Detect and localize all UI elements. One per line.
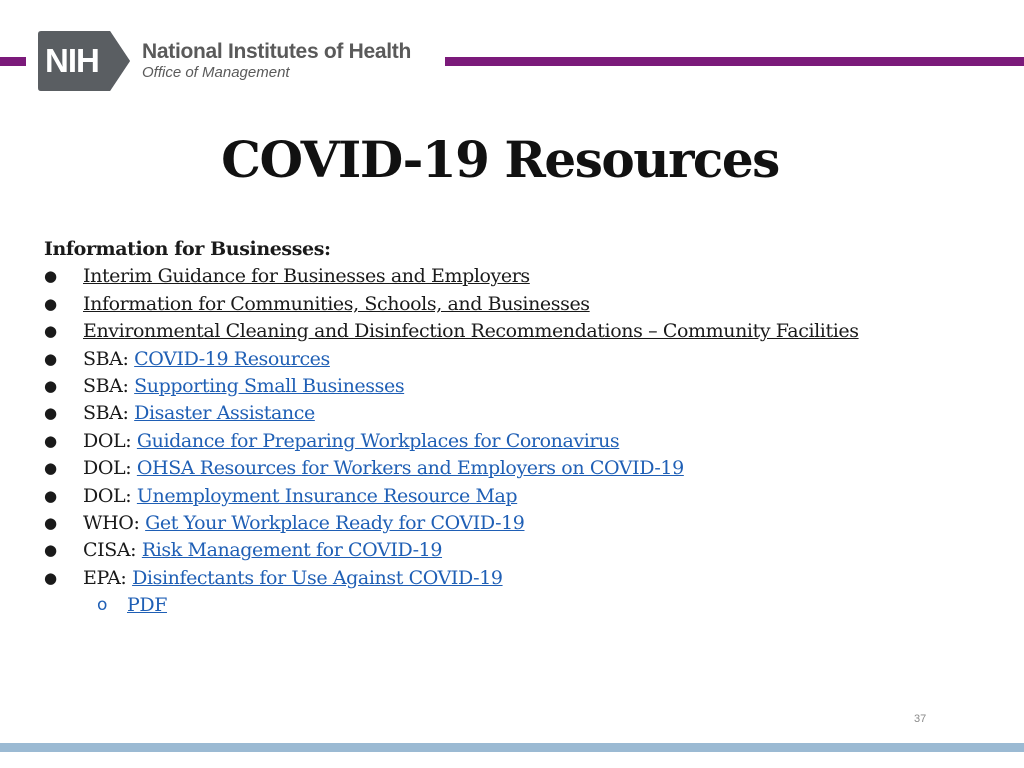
list-item bbox=[44, 483, 974, 510]
resource-link[interactable]: Get Your Workplace Ready for COVID-19 bbox=[145, 512, 525, 535]
source-prefix: DOL: bbox=[83, 484, 137, 507]
resource-link[interactable]: Interim Guidance for Businesses and Employers bbox=[83, 265, 530, 288]
list-item bbox=[44, 455, 974, 482]
source-prefix: EPA: bbox=[83, 566, 133, 589]
resource-link[interactable]: Supporting Small Businesses bbox=[134, 375, 405, 398]
resource-link[interactable]: COVID-19 Resources bbox=[134, 347, 330, 370]
resource-link[interactable]: Information for Communities, Schools, and Businesses bbox=[83, 292, 590, 315]
logo-subtitle: Office of Management bbox=[142, 64, 290, 81]
resource-link[interactable]: Disinfectants for Use Against COVID-19 bbox=[132, 566, 503, 589]
list-item bbox=[44, 400, 974, 427]
logo-title: National Institutes of Health bbox=[142, 40, 411, 63]
source-prefix: SBA: bbox=[83, 402, 135, 425]
bullet-icon: ● bbox=[44, 541, 57, 560]
bullet-icon: ● bbox=[44, 294, 57, 313]
list-item bbox=[44, 263, 974, 290]
footer-accent-bar bbox=[0, 743, 1024, 752]
bullet-icon: ● bbox=[44, 322, 57, 341]
sub-list-item bbox=[44, 592, 974, 619]
list-item bbox=[44, 318, 974, 345]
bullet-icon: ● bbox=[44, 267, 57, 286]
nih-abbrev: NIH bbox=[45, 42, 99, 79]
bullet-icon: ● bbox=[44, 349, 57, 368]
header-accent-bar-right bbox=[445, 57, 1024, 66]
nih-badge-icon bbox=[38, 31, 130, 91]
list-item bbox=[44, 510, 974, 537]
resource-link[interactable]: Environmental Cleaning and Disinfection Recommendations – Community Facilities bbox=[83, 320, 859, 343]
page-title: COVID-19 Resources bbox=[221, 130, 779, 189]
list-item bbox=[44, 346, 974, 373]
hollow-bullet-icon: o bbox=[96, 595, 107, 616]
source-prefix: DOL: bbox=[83, 457, 137, 480]
list-item bbox=[44, 537, 974, 564]
bullet-icon: ● bbox=[44, 377, 57, 396]
list-item bbox=[44, 428, 974, 455]
resource-list bbox=[44, 263, 974, 619]
source-prefix: SBA: bbox=[83, 375, 135, 398]
section-heading: Information for Businesses: bbox=[44, 238, 331, 260]
source-prefix: SBA: bbox=[83, 347, 135, 370]
bullet-icon: ● bbox=[44, 486, 57, 505]
header-accent-bar-left bbox=[0, 57, 26, 66]
resource-link[interactable]: Unemployment Insurance Resource Map bbox=[136, 484, 518, 507]
source-prefix: CISA: bbox=[83, 539, 142, 562]
nih-logo bbox=[38, 31, 438, 91]
list-item bbox=[44, 291, 974, 318]
page-number: 37 bbox=[914, 713, 927, 725]
bullet-icon: ● bbox=[44, 404, 57, 423]
resources-section bbox=[44, 236, 974, 620]
resource-link[interactable]: OHSA Resources for Workers and Employers on COVID-19 bbox=[136, 457, 684, 480]
source-prefix: DOL: bbox=[83, 429, 137, 452]
logo-text bbox=[142, 40, 411, 82]
resource-link[interactable]: Risk Management for COVID-19 bbox=[141, 539, 443, 562]
bullet-icon: ● bbox=[44, 431, 57, 450]
source-prefix: WHO: bbox=[83, 512, 146, 535]
bullet-icon: ● bbox=[44, 459, 57, 478]
resource-link[interactable]: Guidance for Preparing Workplaces for Coronavirus bbox=[136, 429, 620, 452]
bullet-icon: ● bbox=[44, 514, 57, 533]
list-item bbox=[44, 565, 974, 592]
list-item bbox=[44, 373, 974, 400]
bullet-icon: ● bbox=[44, 568, 57, 587]
resource-link[interactable]: Disaster Assistance bbox=[134, 402, 315, 425]
pdf-link[interactable]: PDF bbox=[127, 594, 168, 617]
